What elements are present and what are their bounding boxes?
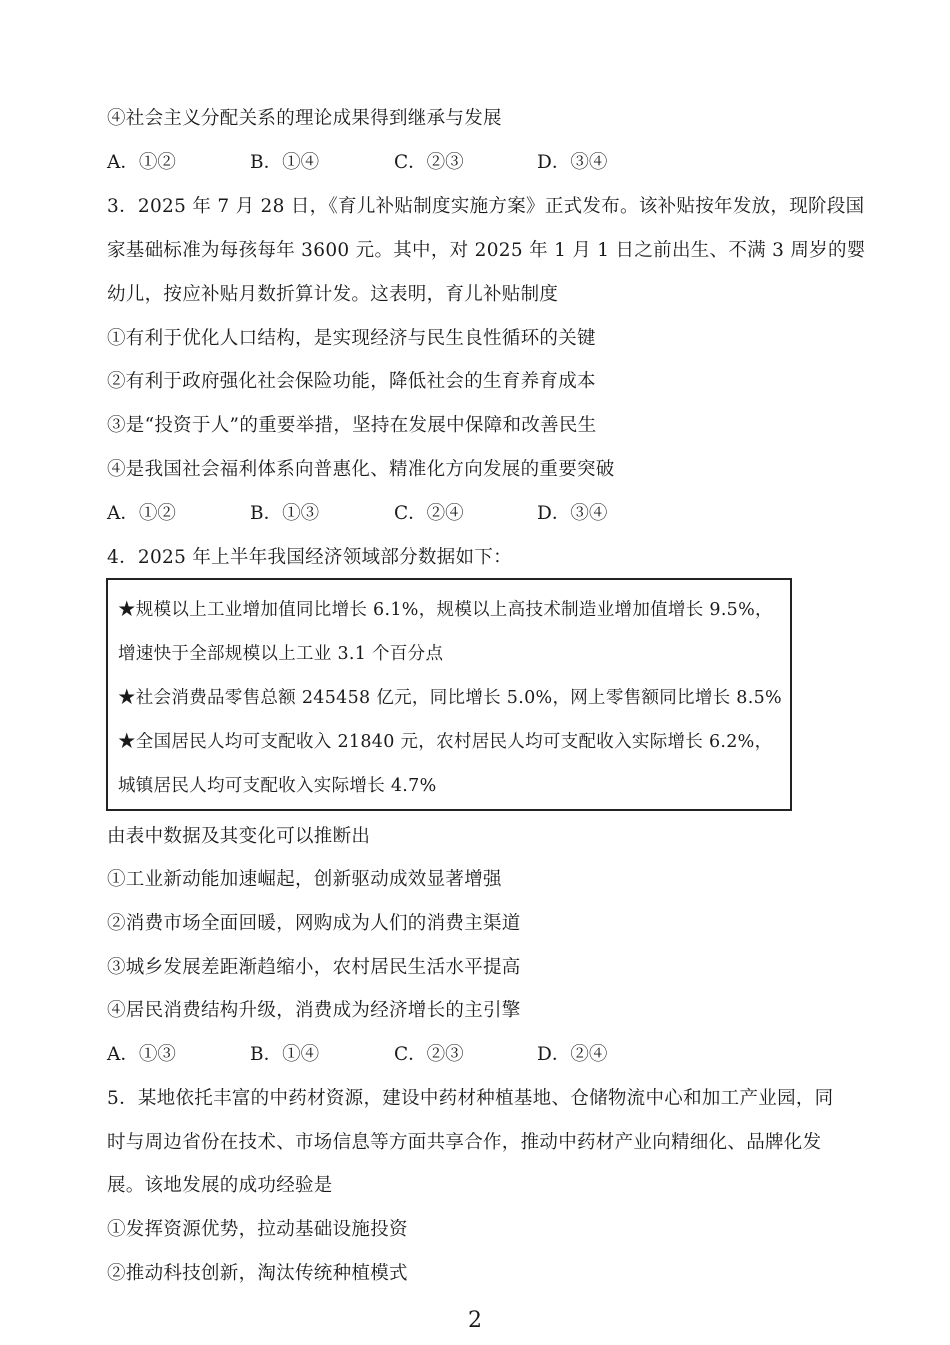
choice-c: C．②④ [394, 503, 464, 524]
option-text: ④社会主义分配关系的理论成果得到继承与发展 [107, 108, 502, 129]
choice-b: B．①③ [250, 503, 320, 524]
choice-b: B．①④ [250, 1044, 320, 1065]
choice-d: D．③④ [537, 503, 608, 524]
option-text: ①有利于优化人口结构，是实现经济与民生良性循环的关键 [107, 328, 596, 349]
choice-c: C．②③ [394, 152, 464, 173]
choice-d: D．②④ [537, 1044, 608, 1065]
data-line: 增速快于全部规模以上工业 3.1 个百分点 [118, 644, 444, 664]
choice-a: A．①② [107, 503, 176, 524]
option-text: ③城乡发展差距渐趋缩小，农村居民生活水平提高 [107, 957, 521, 978]
option-text: ④居民消费结构升级，消费成为经济增长的主引擎 [107, 1000, 521, 1021]
option-text: ①工业新动能加速崛起，创新驱动成效显著增强 [107, 869, 502, 890]
question-5-text: 展。该地发展的成功经验是 [107, 1175, 333, 1196]
question-4-stem: 由表中数据及其变化可以推断出 [107, 826, 371, 847]
question-3-text: 家基础标准为每孩每年 3600 元。其中，对 2025 年 1 月 1 日之前出生、不满 3 周岁的婴 [107, 240, 866, 261]
option-text: ③是“投资于人”的重要举措，坚持在发展中保障和改善民生 [107, 415, 597, 436]
question-5-text: 5．某地依托丰富的中药材资源，建设中药材种植基地、仓储物流中心和加工产业园，同 [107, 1088, 834, 1109]
data-line: ★规模以上工业增加值同比增长 6.1%，规模以上高技术制造业增加值增长 9.5%， [118, 600, 773, 620]
choice-b: B．①④ [250, 152, 320, 173]
answer-choices [107, 151, 707, 175]
option-text: ②消费市场全面回暖，网购成为人们的消费主渠道 [107, 913, 521, 934]
choice-d: D．③④ [537, 152, 608, 173]
page-number: 2 [468, 1308, 482, 1333]
answer-choices [107, 1043, 707, 1067]
data-line: ★社会消费品零售总额 245458 亿元，同比增长 5.0%，网上零售额同比增长 8.5% [118, 688, 782, 708]
question-3-text: 幼儿，按应补贴月数折算计发。这表明，育儿补贴制度 [107, 284, 559, 305]
choice-a: A．①② [107, 152, 176, 173]
option-text: ④是我国社会福利体系向普惠化、精准化方向发展的重要突破 [107, 459, 615, 480]
question-5-text: 时与周边省份在技术、市场信息等方面共享合作，推动中药材产业向精细化、品牌化发 [107, 1132, 822, 1153]
choice-a: A．①③ [107, 1044, 176, 1065]
option-text: ②有利于政府强化社会保险功能，降低社会的生育养育成本 [107, 371, 596, 392]
choice-c: C．②③ [394, 1044, 464, 1065]
answer-choices [107, 502, 707, 526]
data-line: 城镇居民人均可支配收入实际增长 4.7% [118, 776, 437, 796]
question-3-text: 3．2025 年 7 月 28 日，《育儿补贴制度实施方案》正式发布。该补贴按年发放，现阶段国 [107, 196, 865, 217]
question-4-text: 4．2025 年上半年我国经济领域部分数据如下： [107, 547, 512, 568]
option-text: ②推动科技创新，淘汰传统种植模式 [107, 1263, 408, 1284]
data-line: ★全国居民人均可支配收入 21840 元，农村居民人均可支配收入实际增长 6.2%， [118, 732, 773, 752]
data-box [106, 578, 792, 811]
option-text: ①发挥资源优势，拉动基础设施投资 [107, 1219, 408, 1240]
